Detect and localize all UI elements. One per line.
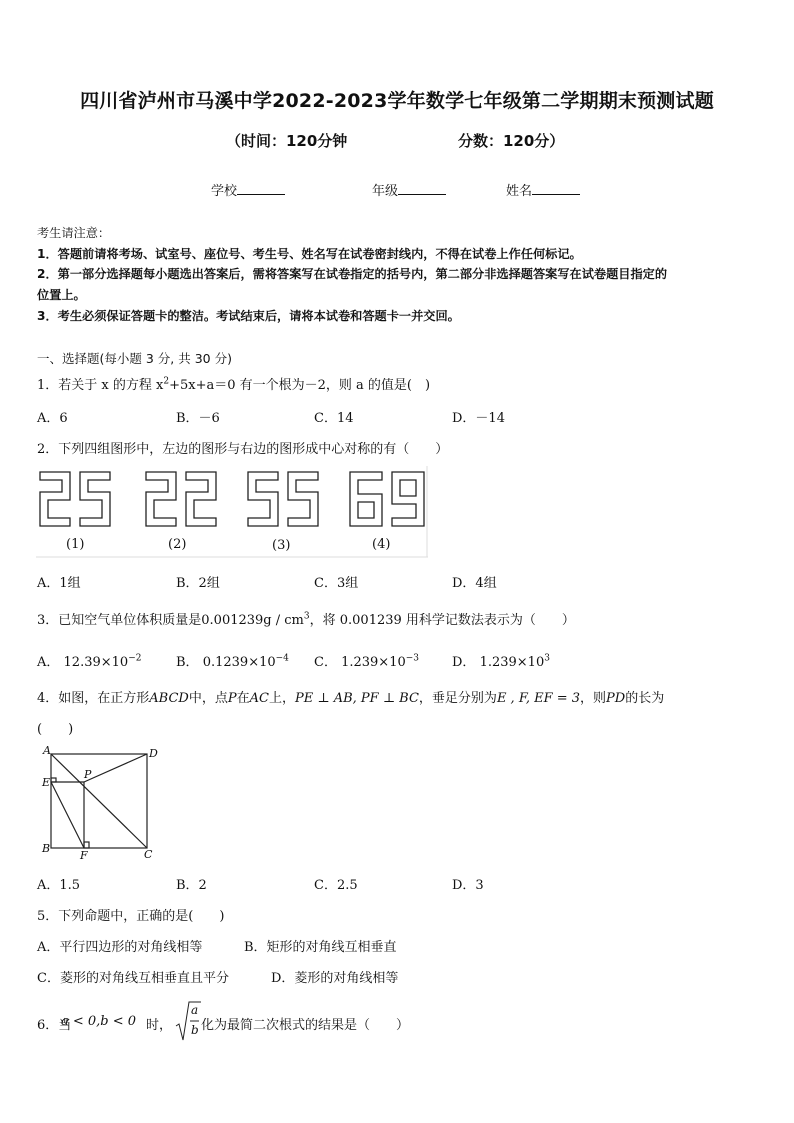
digit-figures <box>36 466 428 558</box>
label-a: A <box>43 744 51 757</box>
q3-b-prefix: B． <box>176 655 199 670</box>
q4-option-d[interactable]: D．3 <box>452 878 484 893</box>
q4-pe-pf: PE ⊥ AB, PF ⊥ BC <box>294 691 419 706</box>
right-angle-e <box>51 778 56 782</box>
q2-option-a[interactable]: A．1组 <box>37 576 81 591</box>
figure-label-1: (1) <box>66 537 85 552</box>
sqrt-numerator: a <box>191 1003 199 1017</box>
notice-item-2a: 2．第一部分选择题每小题选出答案后，需将答案写在试卷指定的括号内，第二部分非选择题答案写在试卷题目指定的 <box>37 267 668 281</box>
digit-figures-svg <box>36 466 428 558</box>
q5-option-a[interactable]: A．平行四边形的对角线相等 <box>37 940 203 955</box>
sqrt-denominator: b <box>191 1023 199 1037</box>
right-angle-f <box>84 842 89 848</box>
q4-option-a[interactable]: A．1.5 <box>37 878 81 893</box>
q5-option-c[interactable]: C．菱形的对角线互相垂直且平分 <box>37 971 229 986</box>
q4-answer-paren: ( ) <box>37 722 74 737</box>
school-label: 学校 <box>211 184 238 199</box>
notice-heading: 考生请注意： <box>37 226 111 240</box>
name-field <box>506 180 580 199</box>
figure-label-3: (3) <box>272 538 291 553</box>
q3-d-exp: 3 <box>544 653 550 664</box>
q4-ef: E , F, EF = 3 <box>496 691 581 706</box>
sqrt-fraction <box>175 1000 201 1044</box>
q4-stem-3: 在 <box>236 691 250 706</box>
q4-stem-7: 的长为 <box>625 691 665 706</box>
q5-option-b[interactable]: B．矩形的对角线互相垂直 <box>244 940 397 955</box>
q3-c-exp: −3 <box>405 653 420 664</box>
q4-ac: AC <box>249 691 269 706</box>
question-1-stem <box>37 374 430 393</box>
question-6-condition: a < 0,b < 0 <box>61 1014 137 1029</box>
q3-option-b[interactable] <box>176 651 289 670</box>
square-diagram <box>38 744 168 862</box>
q3-d-value: 1.239×10 <box>479 655 545 670</box>
q1-sup: 2 <box>163 376 170 387</box>
q3-d-prefix: D． <box>452 655 476 670</box>
q4-option-b[interactable]: B．2 <box>176 878 207 893</box>
question-6-stem-b: 时， <box>146 1018 173 1033</box>
question-2-stem: 2．下列四组图形中，左边的图形与右边的图形成中心对称的有（ ） <box>37 442 449 457</box>
q3-c-prefix: C． <box>314 655 337 670</box>
label-f: F <box>80 849 88 862</box>
label-b: B <box>42 842 51 855</box>
figure-label-4: (4) <box>372 537 391 552</box>
school-blank <box>237 182 285 195</box>
question-4-stem <box>37 687 664 706</box>
q1-stem-b: +5x+a＝0 有一个根为－2，则 a 的值是( ) <box>169 378 431 393</box>
q3-a-exp: −2 <box>128 653 142 664</box>
q4-stem-6: ，则 <box>580 691 607 706</box>
school-field <box>211 180 285 199</box>
notice-item-3: 3．考生必须保证答题卡的整洁。考试结束后，请将本试卷和答题卡一并交回。 <box>37 309 460 323</box>
label-d: D <box>149 747 158 760</box>
q4-stem-5: ，垂足分别为 <box>418 691 497 706</box>
figure-label-2: (2) <box>168 537 187 552</box>
q3-b-exp: −4 <box>275 653 289 664</box>
q3-stem-b: ，将 0.001239 用科学记数法表示为（ ） <box>309 613 575 628</box>
notice-item-2b: 位置上。 <box>37 288 86 302</box>
name-label: 姓名 <box>506 184 533 199</box>
notice-item-1: 1．答题前请将考场、试室号、座位号、考生号、姓名写在试卷密封线内，不得在试卷上作任何标记。 <box>37 247 582 261</box>
q3-stem-value: 0.001239g / cm <box>201 613 304 628</box>
q1-option-a[interactable]: A．6 <box>37 411 68 426</box>
q2-option-d[interactable]: D．4组 <box>452 576 497 591</box>
question-6-stem-c: 化为最简二次根式的结果是（ ） <box>201 1018 410 1033</box>
q1-stem-a: 1．若关于 x 的方程 x <box>37 378 164 393</box>
q1-option-c[interactable]: C．14 <box>314 411 354 426</box>
question-5-stem: 5．下列命题中，正确的是( ) <box>37 909 225 924</box>
label-e: E <box>42 776 51 789</box>
q3-option-d[interactable] <box>452 651 550 670</box>
grade-label: 年级 <box>372 184 399 199</box>
figure-1-25 <box>40 472 110 526</box>
question-6-stem-a: 6．当 <box>37 1018 72 1033</box>
q4-p: P <box>227 691 237 706</box>
q4-stem-2: 中，点 <box>188 691 228 706</box>
q4-abcd: ABCD <box>149 691 189 706</box>
grade-field <box>372 180 446 199</box>
label-c: C <box>144 848 153 861</box>
segment-pd <box>84 754 147 782</box>
exam-score: 分数：120分） <box>458 132 565 150</box>
name-blank <box>532 182 580 195</box>
question-3-stem <box>37 609 575 628</box>
page-title: 四川省泸州市马溪中学2022-2023学年数学七年级第二学期期末预测试题 <box>80 90 714 112</box>
q3-stem-a: 3．已知空气单位体积质量是 <box>37 613 202 628</box>
q3-option-c[interactable] <box>314 651 419 670</box>
figure-2-22 <box>146 472 216 526</box>
q4-option-c[interactable]: C．2.5 <box>314 878 358 893</box>
segment-ef <box>51 782 84 848</box>
figure-4-69 <box>350 472 424 526</box>
q1-option-d[interactable]: D．－14 <box>452 411 505 426</box>
figure-3-55 <box>248 472 318 526</box>
q3-c-value: 1.239×10 <box>341 655 406 670</box>
q3-a-prefix: A． <box>37 655 60 670</box>
q2-option-b[interactable]: B．2组 <box>176 576 220 591</box>
q3-a-value: 12.39×10 <box>63 655 129 670</box>
q3-option-a[interactable] <box>37 651 141 670</box>
square-diagram-svg <box>38 744 168 862</box>
q4-stem-4: 上， <box>268 691 295 706</box>
q5-option-d[interactable]: D．菱形的对角线相等 <box>271 971 399 986</box>
q4-pd: PD <box>606 691 626 706</box>
exam-time: （时间：120分钟 <box>226 132 348 150</box>
q2-option-c[interactable]: C．3组 <box>314 576 359 591</box>
q3-stem-sup: 3 <box>303 611 310 622</box>
diagonal-ac <box>51 754 147 848</box>
q3-b-value: 0.1239×10 <box>202 655 276 670</box>
grade-blank <box>398 182 446 195</box>
q4-stem-1: 4．如图，在正方形 <box>37 691 150 706</box>
label-p: P <box>84 768 92 781</box>
section-heading: 一、选择题(每小题 3 分, 共 30 分) <box>37 351 232 366</box>
q1-option-b[interactable]: B．－6 <box>176 411 220 426</box>
